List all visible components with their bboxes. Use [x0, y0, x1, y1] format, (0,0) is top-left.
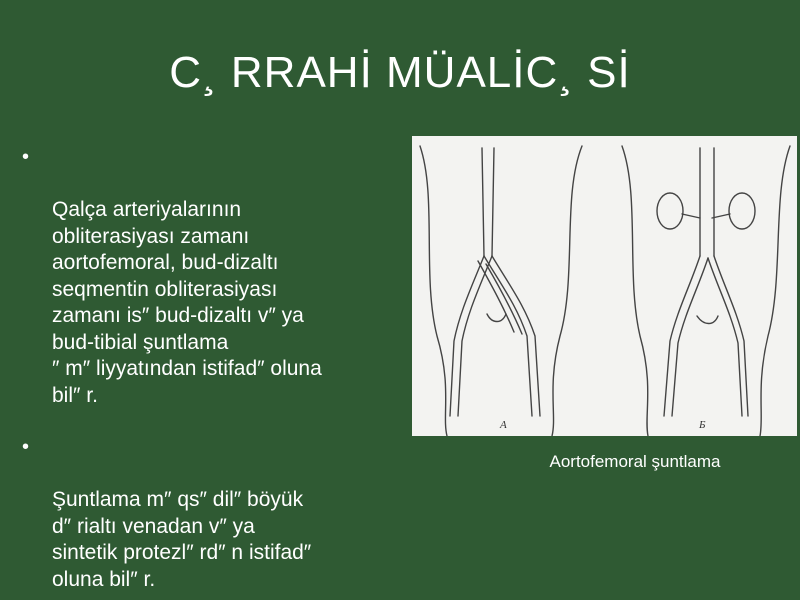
aortofemoral-shunt-illustration: [412, 136, 797, 436]
panel-label-b: Б: [699, 419, 706, 431]
bullet-dot-icon: •: [22, 436, 30, 458]
body-outline-right: [622, 146, 648, 436]
figure-caption: Aortofemoral şuntlama: [549, 452, 721, 471]
anatomical-drawing: [412, 136, 797, 436]
slide-title: C¸ RRAHİ MÜALİC¸ Sİ: [169, 48, 631, 97]
pelvis-line: [697, 316, 718, 324]
iliac-graft-right: [708, 258, 742, 416]
body-outline-left: [420, 146, 447, 436]
iliac-graft-right: [484, 256, 532, 416]
kidney-right: [729, 193, 755, 229]
iliac-graft-left: [664, 256, 700, 416]
iliac-graft-left: [450, 256, 484, 416]
panel-label-a: А: [500, 419, 507, 431]
aorta-vessel: [482, 148, 484, 256]
bullet-dot-icon: •: [22, 146, 30, 168]
bullet-item: [22, 144, 407, 409]
bullet-item: [22, 434, 407, 593]
bullet-list: [22, 144, 407, 593]
renal-vessel: [712, 214, 730, 218]
kidney-left: [657, 193, 683, 229]
iliac-graft-left: [458, 256, 492, 416]
renal-vessel: [682, 214, 700, 218]
pelvis-line: [487, 314, 506, 322]
bullet-text: Şuntlama m″ qs″ dil″ böyük d″ rialtı venadan v″ ya sintetik protezl″ rd″ n istifad″ oluna bil″ r.: [52, 488, 312, 591]
bullet-text: Qalça arteriyalarının obliterasiyası zamanı aortofemoral, bud-dizaltı seqmentin obliterasiyası zamanı is″ bud-dizaltı v″ ya bud-tibial şuntlama ″ m″ liyyatından istifad″ oluna bil″ r.: [52, 198, 322, 407]
aorta-vessel: [492, 148, 494, 256]
body-outline-left: [552, 146, 582, 436]
body-outline-right: [760, 146, 790, 436]
iliac-graft-right: [714, 256, 748, 416]
